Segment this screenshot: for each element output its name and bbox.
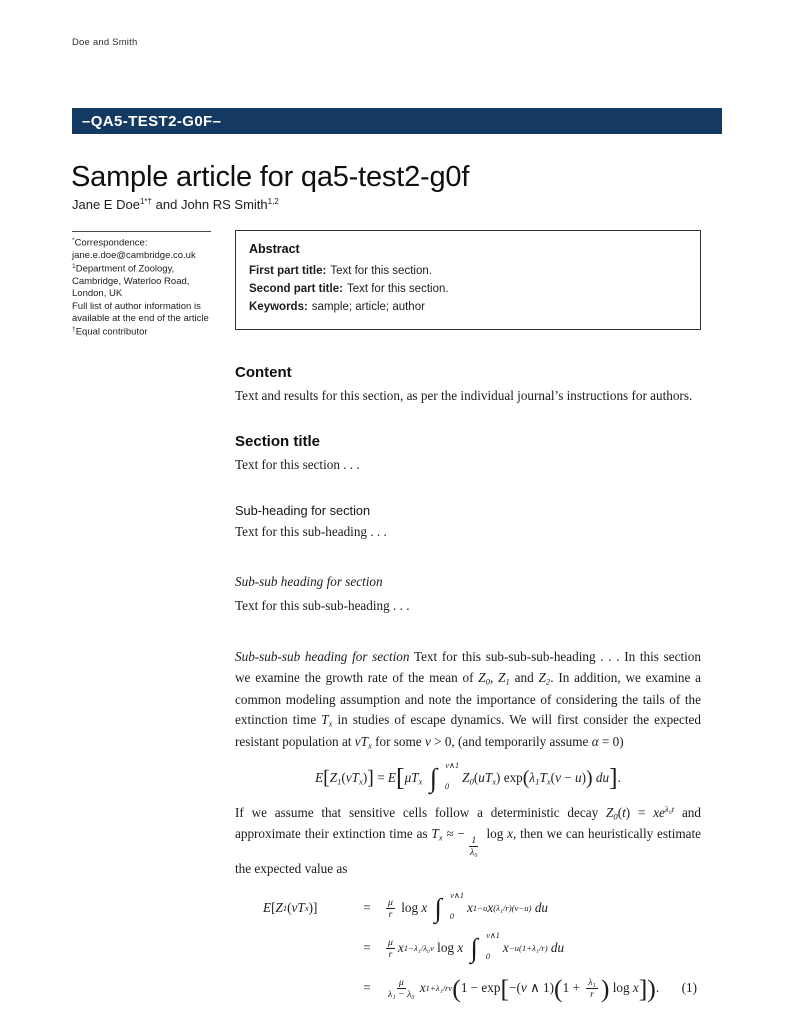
abstract-first-part-label: First part title: bbox=[249, 265, 327, 277]
correspondence-note bbox=[72, 231, 211, 339]
abstract-keywords-label: Keywords: bbox=[249, 301, 308, 313]
article-id-banner-label: –QA5-TEST2-G0F– bbox=[82, 112, 222, 130]
article-body bbox=[235, 364, 701, 1009]
author-info-note-line-1: Full list of author information is bbox=[72, 300, 201, 312]
run-in-heading-paragraph: Sub-sub-sub heading for section Text for this sub-sub-sub-heading . . . In this section we examine the growth rate of the mean of Z0, Z1 and Z2. In addition, we examine a common modeling assumption and note the importance of considering the tails of the extinction time Tx in studies of escape dynamics. We will first consider the expected resistant population at vTx for some v > 0, (and temporarily assume α = 0) bbox=[235, 649, 702, 751]
article-title: Sample article for qa5-test2-g0f bbox=[71, 161, 470, 194]
correspondence-email: jane.e.doe@cambridge.co.uk bbox=[72, 249, 196, 261]
abstract-first-part bbox=[249, 265, 687, 277]
equation-number: (1) bbox=[681, 980, 697, 996]
equation-1-row-1-rhs: $\frac{\mu}{r}$ log x ∫ v∧1 0 x 1−u x (λ₁/r)(v−u) du bbox=[388, 890, 548, 923]
abstract-keywords bbox=[249, 301, 687, 313]
affiliation-line-3: London, UK bbox=[72, 288, 123, 300]
sub-heading-paragraph: Text for this sub-heading . . . bbox=[235, 523, 387, 539]
abstract-box bbox=[235, 230, 701, 330]
display-equation-unnumbered: E[Z1(vTx)] = E[μTx ∫ v∧1 0 Z0(uTx) exp(λ1Tx(v − u)) du]. bbox=[315, 760, 621, 793]
abstract-second-part-label: Second part title: bbox=[249, 283, 343, 295]
sub-sub-heading-paragraph: Text for this sub-sub-heading . . . bbox=[235, 598, 410, 614]
equation-1-row-3-rhs: $\frac{\mu}{\text{λ₁ − λ₀}}$ x 1+λ₁/rv ( 1 − exp [ −( v ∧ 1) ( 1 + $\frac{\text{λ₁}}{r}$ ) log x ] ) . bbox=[388, 973, 660, 1003]
abstract-first-part-text: Text for this section. bbox=[330, 265, 432, 277]
author-info-note-line-2: available at the end of the article bbox=[72, 313, 209, 325]
equation-1-row-1-relation: = bbox=[363, 900, 371, 916]
authors-line: Jane E Doe$^{1*\dagger}$ and John RS Smith$^{1,2}$ bbox=[72, 197, 279, 213]
decay-paragraph: If we assume that sensitive cells follow a deterministic decay $Z0(t) = xe^{\lambda_0t}$ and approximate their extinction time as Tx ≈ − $\frac{1}{\text{λ₀}}$ log x, then we can heuristically estimate the expected value as bbox=[235, 803, 701, 876]
equation-1-row-2-rhs: $\frac{\mu}{r}$ x 1−λ₁/λ₀v log x ∫ v∧1 0 x −u(1+λ₁/r) du bbox=[388, 930, 565, 963]
abstract-second-part bbox=[249, 283, 687, 295]
running-head: Doe and Smith bbox=[72, 37, 138, 48]
article-id-banner bbox=[72, 108, 722, 134]
equation-1-row-2 bbox=[263, 929, 701, 969]
section-heading-content: Content bbox=[235, 364, 292, 381]
equal-contributor-note: †Equal contributor bbox=[72, 326, 148, 338]
abstract-heading: Abstract bbox=[249, 242, 300, 256]
sidebar-divider bbox=[72, 231, 211, 232]
abstract-second-part-text: Text for this section. bbox=[346, 283, 449, 295]
equation-1-row-1 bbox=[263, 889, 701, 929]
correspondence-label: *Correspondence: bbox=[72, 237, 148, 249]
affiliation-line-1: $^1$Department of Zoology, bbox=[72, 262, 175, 274]
content-paragraph: Text and results for this section, as per the individual journal’s instructions for authors. bbox=[235, 388, 693, 403]
display-equation-1 bbox=[235, 889, 701, 1009]
sub-heading: Sub-heading for section bbox=[235, 502, 371, 518]
equation-1-row-1-lhs: E [ Z 1 ( vT x )] bbox=[263, 900, 318, 916]
section-paragraph: Text for this section . . . bbox=[235, 456, 360, 472]
equation-1-row-2-relation: = bbox=[363, 940, 371, 956]
section-heading-title: Section title bbox=[235, 432, 321, 450]
equation-1-row-3-relation: = bbox=[363, 980, 371, 996]
abstract-keywords-text: sample; article; author bbox=[311, 301, 425, 313]
equation-1-row-3 bbox=[263, 969, 701, 1009]
affiliation-line-2: Cambridge, Waterloo Road, bbox=[72, 275, 190, 287]
sub-sub-heading: Sub-sub heading for section bbox=[235, 573, 383, 589]
